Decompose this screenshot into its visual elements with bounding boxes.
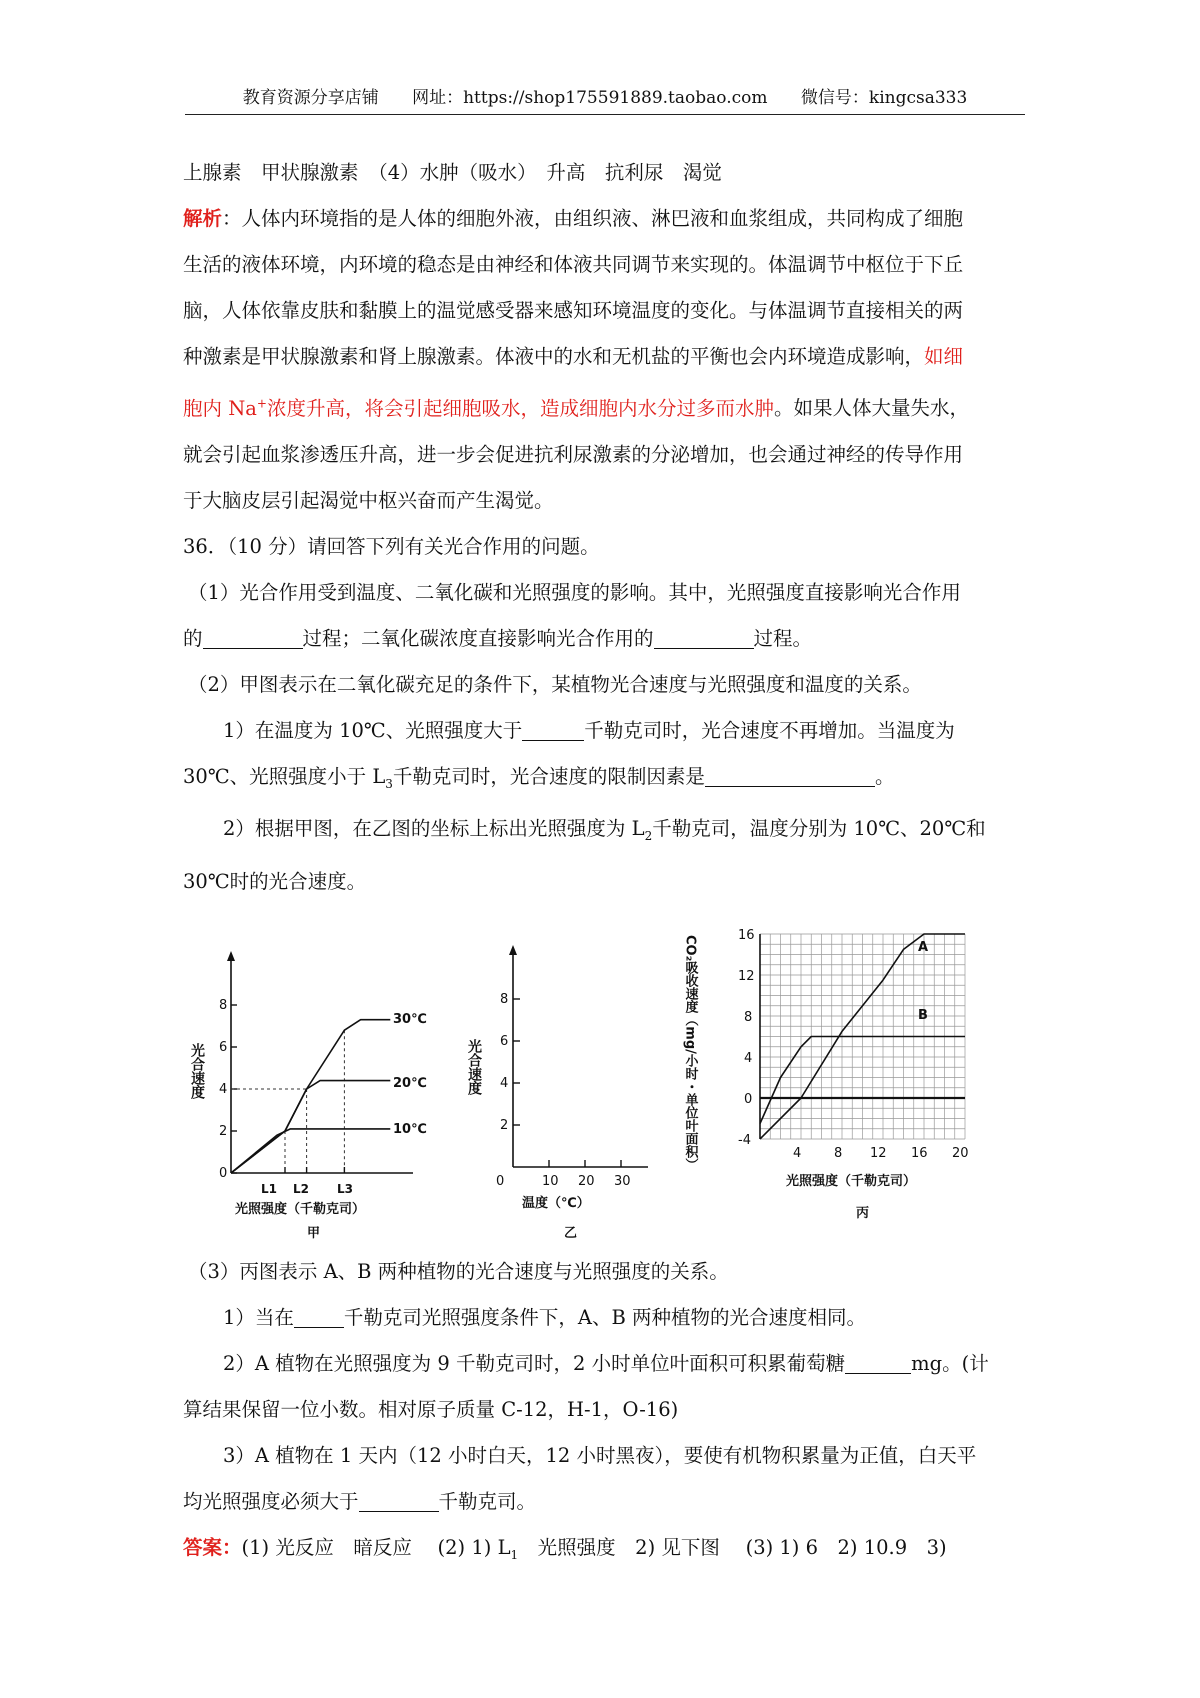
chart-jia-plot [227, 951, 413, 1173]
superscript: + [256, 396, 267, 410]
question-text: 均光照强度必须大于 [183, 1490, 359, 1514]
analysis-text: ：人体内环境指的是人体的细胞外液，由组织液、淋巴液和血浆组成，共同构成了细胞 [222, 207, 964, 230]
chart-bing-ytick-4: 4 [744, 1051, 753, 1067]
question-text: 千勒克司。 [438, 1490, 537, 1514]
question-text: 。 [874, 764, 895, 788]
chart-bing-ytick-8: 8 [744, 1010, 753, 1026]
chart-bing-ytick-12: 12 [738, 969, 755, 985]
question-text: 过程；二氧化碳浓度直接影响光合作用的 [302, 626, 654, 650]
chart-bing-caption: 丙 [856, 1206, 870, 1222]
answer-blank[interactable] [654, 626, 754, 648]
chart-bing-xtick-8: 8 [834, 1146, 843, 1162]
page-header [185, 84, 1025, 115]
previous-answer-line: 上腺素 甲状腺激素 （4）水肿（吸水） 升高 抗利尿 渴觉 [183, 161, 722, 184]
series-label-10: 10℃ [393, 1122, 427, 1138]
subscript: 1 [510, 1548, 519, 1563]
chart-yi-ytick-8: 8 [500, 992, 509, 1008]
question-part-3: （3）丙图表示 A、B 两种植物的光合速度与光照强度的关系。 [188, 1260, 729, 1284]
chart-bing-ytick-0: 0 [744, 1092, 753, 1108]
question-text: 千勒克司，温度分别为 10℃、20℃和 [652, 817, 986, 841]
answer-blank[interactable] [359, 1490, 439, 1512]
highlight-text: 浓度升高，将会引起细胞吸水，造成细胞内水分过多而水肿 [266, 396, 774, 420]
chart-bing-ylabel: CO₂吸收速度（mg/小时・单位叶面积） [682, 935, 698, 1172]
chart-jia-ytick-6: 6 [219, 1040, 228, 1056]
y-axis-arrow [227, 951, 235, 961]
chart-jia-ytick-8: 8 [219, 998, 228, 1014]
question-text: 过程。 [753, 626, 813, 650]
analysis-label: 解析 [183, 207, 223, 230]
chart-jia-ylabel: 光合速度 [189, 1043, 205, 1100]
chart-bing-xtick-16: 16 [911, 1146, 928, 1162]
analysis-line-5 [183, 380, 1025, 432]
chart-bing-xtick-12: 12 [870, 1146, 887, 1162]
chart-yi-xtick-20: 20 [578, 1174, 595, 1190]
analysis-highlight [183, 397, 774, 420]
series-line-0 [231, 1020, 390, 1173]
chart-yi-xtick-10: 10 [542, 1174, 559, 1190]
answer-blank[interactable] [845, 1352, 911, 1374]
header-url: 网址：https://shop175591889.taobao.com [412, 88, 768, 108]
series-label-b: B [918, 1008, 928, 1024]
answer-line [183, 1525, 1025, 1578]
question-part-3-2-line-2: 算结果保留一位小数。相对原子质量 C-12，H-1，O-16) [183, 1398, 679, 1422]
header-shop: 教育资源分享店铺 [242, 88, 379, 108]
question-part-2-2-line-2: 30℃时的光合速度。 [183, 870, 367, 894]
answer-blank[interactable] [522, 718, 584, 740]
chart-jia [183, 911, 443, 1241]
question-text: mg。(计 [911, 1352, 989, 1376]
series-line-1 [231, 1081, 390, 1173]
subscript: 3 [385, 776, 393, 791]
chart-yi-caption: 乙 [564, 1226, 578, 1242]
question-part-3-2-line-1 [183, 1341, 1025, 1387]
chart-yi [458, 911, 658, 1241]
analysis-text: 种激素是甲状腺激素和肾上腺激素。体液中的水和无机盐的平衡也会内环境造成影响， [183, 345, 925, 368]
chart-bing-xlabel: 光照强度（千勒克司） [786, 1174, 917, 1190]
answer-text: (1) 光反应 暗反应 (2) 1) L [241, 1536, 511, 1560]
question-part-2-1-line-1 [183, 708, 1025, 754]
answer-label: 答案： [183, 1536, 242, 1560]
chart-yi-xlabel: 温度（℃） [522, 1196, 590, 1212]
question-text: 2）根据甲图，在乙图的坐标上标出光照强度为 L [223, 817, 645, 841]
question-part-1-line-2 [183, 616, 1025, 662]
document-body [183, 150, 1025, 1578]
chart-bing-xtick-20: 20 [952, 1146, 969, 1162]
chart-jia-xtick-l1: L1 [261, 1182, 277, 1197]
chart-bing-ytick-16: 16 [738, 928, 755, 944]
question-36-title: 36．（10 分）请回答下列有关光合作用的问题。 [183, 534, 600, 558]
chart-yi-ytick-6: 6 [500, 1034, 509, 1050]
chart-bing [682, 911, 1028, 1241]
analysis-line-7: 于大脑皮层引起渴觉中枢兴奋而产生渴觉。 [183, 488, 554, 512]
question-part-3-1 [183, 1295, 1025, 1341]
header-wechat: 微信号：kingcsa333 [800, 88, 968, 108]
question-text: 1）当在 [223, 1306, 294, 1330]
analysis-line-6: 就会引起血浆渗透压升高，进一步会促进抗利尿激素的分泌增加，也会通过神经的传导作用 [183, 442, 964, 466]
series-label-20: 20℃ [393, 1076, 427, 1092]
question-part-3-3-line-2 [183, 1479, 1025, 1525]
question-part-2: （2）甲图表示在二氧化碳充足的条件下，某植物光合速度与光照强度和温度的关系。 [188, 672, 922, 696]
chart-jia-xlabel: 光照强度（千勒克司） [235, 1202, 366, 1218]
chart-jia-ytick-4: 4 [219, 1082, 228, 1098]
question-text: 30℃、光照强度小于 L [183, 764, 386, 788]
chart-jia-ytick-0: 0 [219, 1166, 228, 1182]
answer-blank[interactable] [705, 764, 875, 786]
chart-jia-xtick-l2: L2 [293, 1182, 309, 1197]
highlight-text: 胞内 Na [183, 396, 257, 420]
answer-text: 光照强度 2) 见下图 (3) 1) 6 2) 10.9 3) [518, 1536, 947, 1560]
question-part-2-2-line-1 [183, 806, 1025, 859]
series-label-30: 30℃ [393, 1012, 427, 1028]
question-part-3-3-line-1: 3）A 植物在 1 天内（12 小时白天，12 小时黑夜），要使有机物积累量为正值，白天平 [223, 1444, 977, 1468]
chart-yi-xtick-30: 30 [614, 1174, 631, 1190]
question-text: 千勒克司光照强度条件下，A、B 两种植物的光合速度相同。 [343, 1306, 867, 1330]
question-part-1-line-1: （1）光合作用受到温度、二氧化碳和光照强度的影响。其中，光照强度直接影响光合作用 [188, 580, 961, 604]
series-label-a: A [918, 940, 929, 956]
chart-yi-ytick-4: 4 [500, 1076, 509, 1092]
question-text: 千勒克司时，光合速度不再增加。当温度为 [584, 718, 955, 742]
chart-yi-ytick-2: 2 [500, 1118, 509, 1134]
analysis-line-1 [183, 196, 1025, 242]
chart-yi-ylabel: 光合速度 [466, 1039, 482, 1096]
question-text: 1）在温度为 10℃、光照强度大于 [223, 718, 523, 742]
figure-row [183, 911, 1025, 1241]
chart-bing-ytick-neg4: -4 [738, 1133, 751, 1149]
analysis-highlight: 如细 [924, 345, 964, 368]
analysis-line-4 [183, 334, 1025, 380]
chart-jia-caption: 甲 [307, 1226, 321, 1242]
chart-bing-xtick-4: 4 [793, 1146, 802, 1162]
question-part-2-1-line-2 [183, 754, 1025, 807]
chart-jia-ytick-2: 2 [219, 1124, 228, 1140]
subscript: 2 [644, 829, 653, 844]
chart-jia-xtick-l3: L3 [337, 1182, 353, 1197]
question-text: 千勒克司时，光合速度的限制因素是 [392, 764, 705, 788]
question-text: 2）A 植物在光照强度为 9 千勒克司时，2 小时单位叶面积可积累葡萄糖 [223, 1352, 846, 1376]
answer-blank[interactable] [294, 1306, 344, 1328]
series-line-2 [231, 1129, 390, 1173]
question-text: 的 [183, 626, 203, 650]
y-axis-arrow [509, 945, 517, 955]
answer-blank[interactable] [203, 626, 303, 648]
analysis-line-2: 生活的液体环境，内环境的稳态是由神经和体液共同调节来实现的。体温调节中枢位于下丘 [183, 253, 964, 276]
analysis-text: 。如果人体大量失水， [773, 396, 969, 420]
analysis-line-3: 脑，人体依靠皮肤和黏膜上的温觉感受器来感知环境温度的变化。与体温调节直接相关的两 [183, 299, 964, 322]
chart-yi-xtick-0: 0 [496, 1174, 505, 1190]
